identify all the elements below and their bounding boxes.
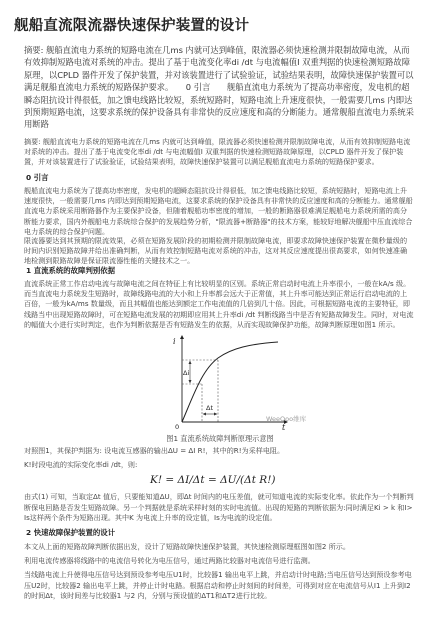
section-2-paragraph-2: 利用电流传感器将线路中的电流信号转化为电压信号，通过两路比较器对电流信号进行监测。 [24,556,315,566]
formula-1: K! = ΔI/Δt = ΔU/(Δt R!) [150,474,276,487]
current-curve [182,342,278,422]
section-0-title: 0 引言 [26,173,49,182]
section-1-title: 1 直流系统的故障判别依据 [26,266,116,275]
abstract-repeat: 摘要: 舰船直流电力系统的短路电流在几ms 内就可达到峰值，限流器必须快速检测并限制故障电流，从而有效抑制短路电流对系统的冲击。提出了基于电流变化率di /dt 与电流幅值I 双重判据的快速检测短路故障原理，以CPLD 器件开发了保护装置，并对该装置进行了试验验证，试验结果表明，故障快速保护装置可以满足舰船直流电力系统的短路保护要求。 [24,137,411,167]
paragraph-criterion: 对照图1，其保护判据为: 设电流互感器的输出ΔU = ΔI R!，其中的R!为采样电阻。 [24,446,285,456]
section-1-paragraph: 直流系统正常工作启动电流与故障电流之间在特征上有比较明显的区别。系统正常启动时电流上升率很小，一般在kA/s 级。而当直流电力系统发生短路时，故障线路电流的大小和上升率都会远大于正常值，其上升率可能达到正常运行启动电流的上百倍，一般为kA/ms 数量级，而且其幅值也能达到额定工作电流值的几倍到几十倍。因此，可根据短路电流的主要特征，即线路当中出现短路故障时，可在短路电流发展的初期即应用其上升率di /dt 判断线路当中是否有短路故障发生。同时，对电流的幅值大小进行实时判定，也作为判断依据是否有短路发生的依据，从而实现故障保护功能，故障判断原理如图1 所示。 [24,279,414,329]
page-title: 舰船直流限流器快速保护装置的设计 [14,18,250,34]
y-axis-label: i [173,337,176,347]
x-axis-label: t [282,423,286,431]
watermark-logo: WeeQoo维库 [266,415,307,424]
y-axis-arrow [180,335,184,339]
section-0-paragraph-1: 舰船直流电力系统为了提高功率密度，发电机的超瞬态阻抗设计得很低，加之馈电线路比较短，系统短路时，短路电流上升速度很快，一般需要几ms 内即达到预期短路电流，这要求系统的保护设备具有非常快的反应速度和高的分断能力。通常舰船直流电力系统采用断路器作为主要保护设备，但随着舰船功率密度的增加，一般的断路器很难满足舰船电力系统所需的高分断能力要求，国内外舰船电力系统综合保护的发展趋势分析，"限流器+断路器"的技术方案，能较好地解决舰船中压直流综合电力系统的综合保护问题。 [24,186,413,236]
paragraph-k: K!时段电流的实际变化率di /dt，则: [24,460,138,470]
abstract-cn: 摘要: 舰船直流电力系统的短路电流在几ms 内就可达到峰值，限流器必须快速检测并限制故障电流，从而有效抑制短路电流对系统的冲击。提出了基于电流变化率di /dt 与电流幅值I 双重判据的快速检测短路故障原理，以CPLD 器件开发了保护装置，并对该装置进行了试验验证，试验结果表明，故障快速保护装置可以满足舰船直流电力系统的短路保护要求。 0 引言 舰船直流电力系统为了提高功率密度，发电机的超瞬态阻抗设计得很低，加之馈电线路比较短，系统短路时，短路电流上升速度很快，一般需要几ms 内即达到预期短路电流，这要求系统的保护设备具有非常快的反应速度和高的分断能力。通常舰船直流电力系统采用断路 [24,45,414,130]
section-0-paragraph-2: 限流器要达到其预期的限流效果，必须在短路发展阶段的初期检测并限制故障电流，即要求故障快速保护装置在微秒量级的时间内识别短路故障并给出准确判断，从而有效控制短路电流对系统的冲击，这对其反应速度提出很高要求，如何快速准确地检测到限路故障是保证限流器性能的关键技术之一。 [24,236,408,266]
delta-t-label: Δt [206,404,213,413]
origin-label: 0 [175,423,180,431]
figure-1-caption: 图1 直流系统故障判断原理示意图 [166,434,274,444]
section-2-paragraph-1: 本文从上面的短路故障判断依据出发，设计了短路故障快速保护装置，其快速检测原理框图如图2 所示。 [24,542,350,552]
section-2-paragraph-3: 当线路电流上升使得电压信号达到预设参考电压U1时，比较器1 输出电平上跳，并启动计时电路;当电压信号达到预设参考电压U2时，比较器2 输出电平上跳，并停止计时电路。根据启动和停止时刻间的时间差，可得到对应在电流信号从I1 上升到I2的时间Δt，该时间差与比较器1 与2 内，分别与预设值的ΔT1和ΔT2进行比较。 [24,570,412,600]
paragraph-after-formula: 由式(1) 可知，当取定Δt 值后，只要能知道ΔU，即Δt 时间内的电压差值，就可知道电流的实际变化率。依此作为一个判断判断保电回路是否发生短路故障。另一个判据就是系统采样时刻的实时电流值。出现的短路的判断依据为:同时满足Ki > k 和I> Is这样两个条件为短路出现。其中K 为电流上升率的设定值，Is为电流的设定值。 [24,492,414,522]
delta-i-label: Δi [183,369,190,378]
section-2-title: 2 快速故障保护装置的设计 [26,528,116,538]
